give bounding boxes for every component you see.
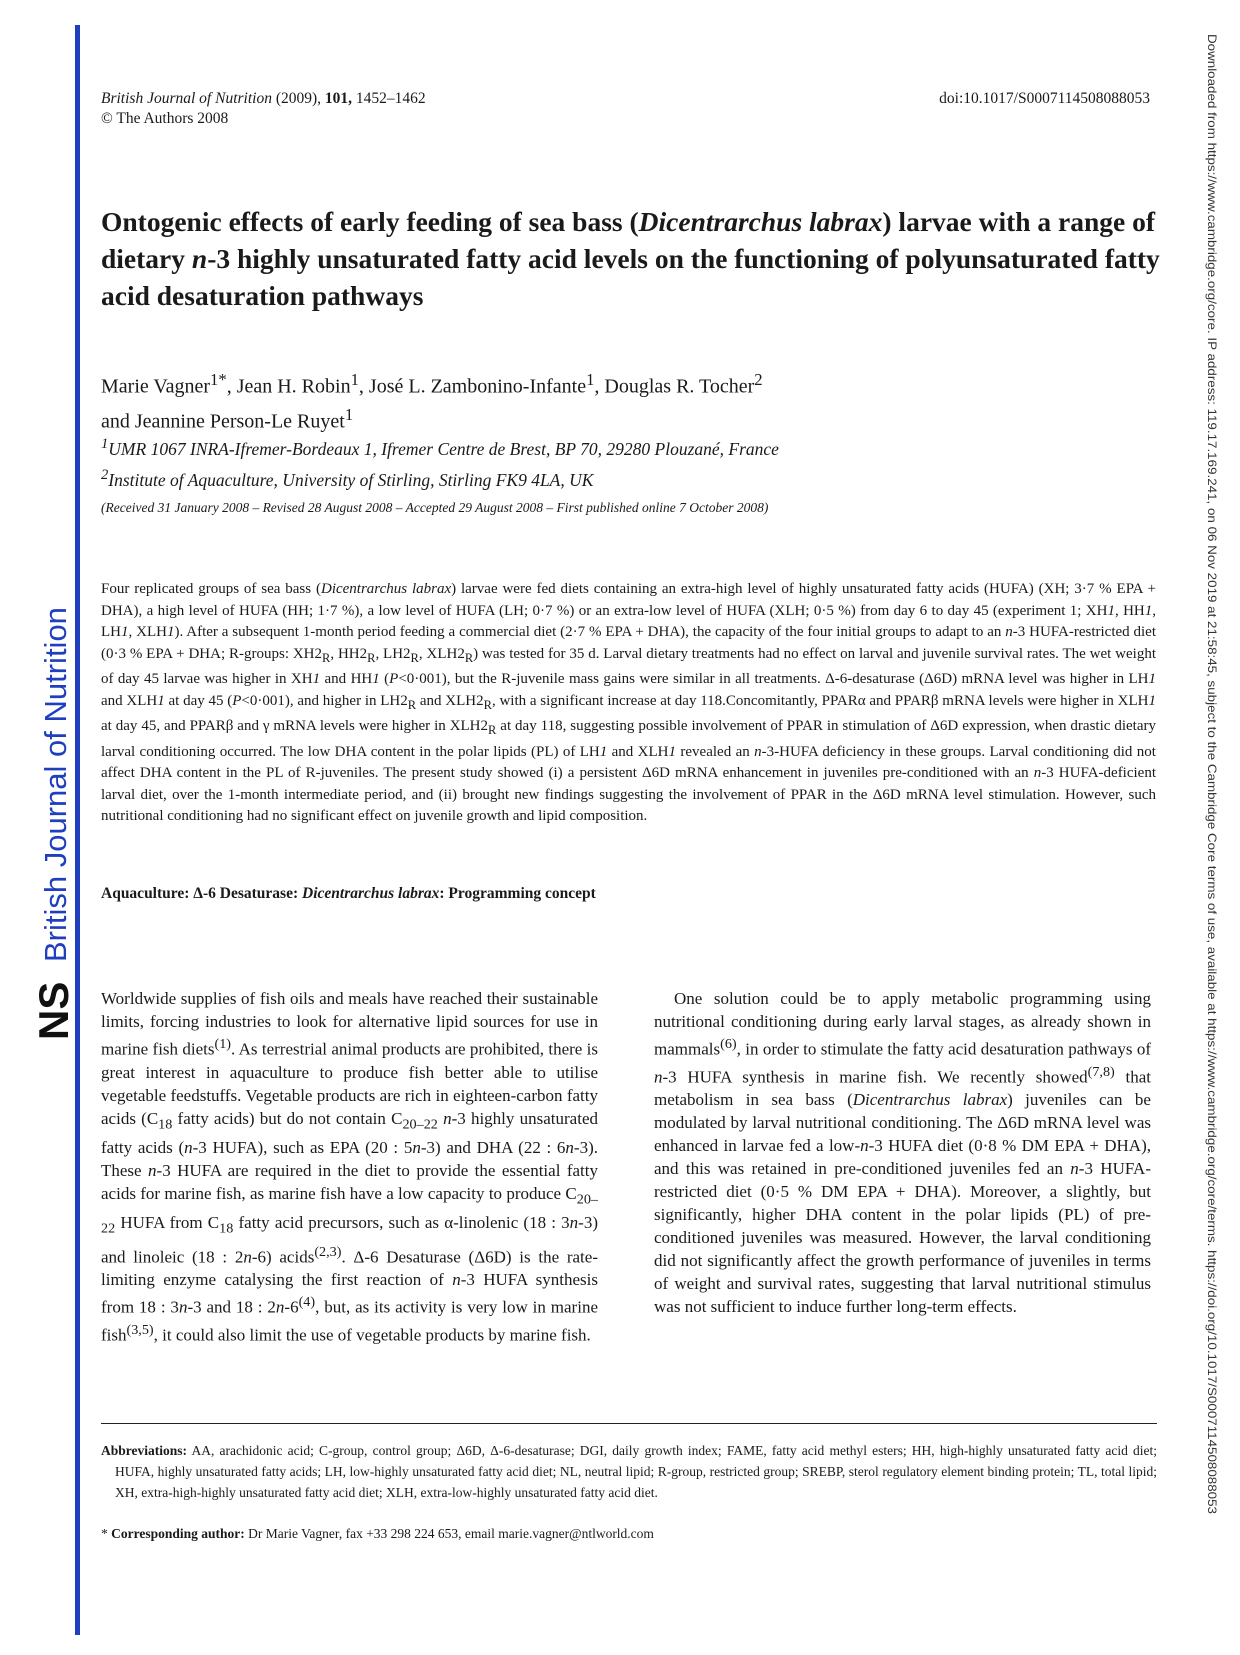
footnote-divider — [101, 1423, 1157, 1424]
affiliation — [101, 462, 1001, 493]
author-affil-sup: 1 — [344, 404, 354, 424]
author-affil-sup: 2 — [754, 370, 763, 389]
abbreviations-label: Abbreviations: — [101, 1443, 188, 1458]
title-n: n — [191, 243, 208, 274]
download-notice-text: Downloaded from https://www.cambridge.org/core. IP address: 119.17.169.241, on 06 Nov 2019 at 21:58:45, subject to the Cambridge Core terms of use, available at https://www.cambridge.org/core/terms. https://doi.org/10.1017/S0007114508088053 — [1205, 34, 1218, 1317]
author-affil-sup: 1* — [210, 370, 227, 389]
corresponding-author: * Corresponding author: Dr Marie Vagner, fax +33 298 224 653, email marie.vagner@ntlworld.com — [101, 1526, 654, 1541]
citation-year: (2009), — [275, 90, 322, 107]
title-species: Dicentrarchus labrax — [638, 206, 883, 237]
keyword-text: Aquaculture: Δ-6 Desaturase: — [101, 885, 303, 902]
author-name: Jeannine Person-Le Ruyet — [134, 410, 345, 433]
citation-pages: 1452–1462 — [355, 90, 426, 107]
doi-link[interactable]: doi:10.1017/S0007114508088053 — [939, 90, 1150, 107]
keyword-species: Dicentrarchus labrax — [302, 885, 440, 902]
journal-name: British Journal of Nutrition — [101, 90, 272, 107]
body-column-left: Worldwide supplies of fish oils and meals have reached their sustainable limits, forcing industries to look for alternative lipid sources for use in marine fish diets$^{(1)}$. As terrestrial animal products are prohibited, there is great interest in aquaculture to produce fish better able to utilise vegetable feedstuffs. Vegetable products are rich in eighteen-carbon fatty acids ($C_{18}$ fatty acids) but do not contain $C_{20-22}$ n-3 highly unsaturated fatty acids (n-3 HUFA), such as EPA (20 : 5n-3) and DHA (22 : 6n-3). These n-3 HUFA are required in the diet to provide the essential fatty acids for marine fish, as marine fish have a low capacity to produce $C_{20-22}$ HUFA from $C_{18}$ fatty acid precursors, such as α-linolenic (18 : 3n-3) and linoleic (18 : 2n-6) acids$^{(2,3)}$. Δ-6 Desaturase (Δ6D) is the rate-limiting enzyme catalysing the first reaction of n-3 HUFA synthesis from 18 : 3n-3 and 18 : 2n-6$^{(4)}$, but, as its activity is very low in marine fish$^{(3,5)}$, it could also limit the use of vegetable products by marine fish. — [101, 989, 599, 1345]
affiliation-sup: 1 — [101, 436, 109, 452]
download-notice — [1200, 30, 1228, 1530]
download-notice-graphic — [1200, 30, 1228, 1530]
article-title — [101, 203, 1161, 314]
affiliation-text: Institute of Aquaculture, University of Stirling, Stirling FK9 4LA, UK — [108, 469, 594, 490]
title-part: -3 highly unsaturated fatty acid levels on the functioning of polyunsaturated fatty acid desaturation pathways — [101, 243, 1160, 311]
affiliations — [101, 431, 1001, 493]
author-list: Marie Vagner$^{1*}$, Jean H. Robin$^1$, José L. Zambonino-Infante$^1$, Douglas R. Tocher$^2$ and Jeannine Person-Le Ruyet$^1$ — [101, 370, 763, 433]
keyword-text: : Programming concept — [439, 885, 596, 902]
author-name: José L. Zambonino-Infante — [368, 375, 587, 398]
copyright-notice: © The Authors 2008 — [101, 110, 229, 127]
author-name: Jean H. Robin — [236, 375, 351, 398]
author-name: Marie Vagner — [101, 375, 211, 398]
brand-mark: NS — [30, 981, 77, 1040]
journal-brand-graphic — [10, 600, 90, 1050]
affiliation-sup: 2 — [101, 466, 109, 483]
affiliation-text: UMR 1067 INRA-Ifremer-Bordeaux 1, Ifremer Centre de Brest, BP 70, 29280 Plouzané, France — [108, 438, 779, 459]
corresponding-text: Dr Marie Vagner, fax +33 298 224 653, email marie.vagner@ntlworld.com — [248, 1526, 654, 1541]
title-part: Ontogenic effects of early feeding of sea bass ( — [101, 206, 639, 237]
body-column-right: One solution could be to apply metabolic programming using nutritional conditioning during early larval stages, as already shown in mammals$^{(6)}$, in order to stimulate the fatty acid desaturation pathways of n-3 HUFA synthesis in marine fish. We recently showed$^{(7,8)}$ that metabolism in sea bass (Dicentrarchus labrax) juveniles can be modulated by larval nutritional conditioning. The Δ6D mRNA level was enhanced in larvae fed a low-n-3 HUFA diet (0·8 % DM EPA + DHA), and this was retained in pre-conditioned juveniles fed an n-3 HUFA-restricted diet (0·5 % DM EPA + DHA). Moreover, a slightly, but significantly, higher DHA content in the polar lipids (PL) of pre-conditioned juveniles was measured. However, the larval conditioning did not significantly affect the growth performance of juveniles in terms of weight and survival rates, suggesting that larval nutritional stimulus was not sufficient to induce further long-term effects. — [654, 989, 1151, 1317]
abbreviations-text: AA, arachidonic acid; C-group, control group; Δ6D, Δ-6-desaturase; DGI, daily growth index; FAME, fatty acid methyl esters; HH, high-highly unsaturated fatty acid diet; HUFA, highly unsaturated fatty acids; LH, low-highly unsaturated fatty acid diet; NL, neutral lipid; R-group, restricted group; SREBP, sterol regulatory element binding protein; TL, total lipid; XH, extra-high-highly unsaturated fatty acid diet; XLH, extra-low-highly unsaturated fatty acid diet. — [115, 1443, 1157, 1500]
title-part: ) larvae with a range of dietary — [101, 206, 1156, 274]
journal-name-vertical: British Journal of Nutrition — [38, 607, 73, 962]
affiliation — [101, 431, 1001, 462]
corresponding-label: Corresponding author: — [111, 1526, 245, 1541]
keywords — [101, 885, 596, 903]
abbreviations-footnote — [101, 1440, 1157, 1503]
author-name: Douglas R. Tocher — [604, 375, 755, 398]
journal-brand-vertical — [10, 600, 90, 1050]
citation-line — [101, 90, 426, 108]
author-affil-sup: 1 — [586, 370, 595, 389]
citation-volume: 101, — [324, 90, 353, 107]
abstract: Four replicated groups of sea bass (Dicentrarchus labrax) larvae were fed diets containing an extra-high level of highly unsaturated fatty acids (HUFA) (XH; 3·7 % EPA + DHA), a high level of HUFA (HH; 1·7 %), a low level of HUFA (LH; 0·7 %) or an extra-low level of HUFA (XLH; 0·5 %) from day 6 to day 45 (experiment 1; XH1, HH1, LH1, XLH1). After a subsequent 1-month period feeding a commercial diet (2·7 % EPA + DHA), the capacity of the four initial groups to adapt to an n-3 HUFA-restricted diet (0·3 % EPA + DHA; R-groups: $XH2_R$, $HH2_R$, $LH2_R$, $XLH2_R$) was tested for 35 d. Larval dietary treatments had no effect on larval and juvenile survival rates. The wet weight of day 45 larvae was higher in XH1 and HH1 (P<0·001), but the R-juvenile mass gains were similar in all treatments. Δ-6-desaturase (Δ6D) mRNA level was higher in LH1 and XLH1 at day 45 (P<0·001), and higher in $LH2_R$ and $XLH2_R$, with a significant increase at day 118.Concomitantly, PPARα and PPARβ mRNA levels were higher in XLH1 at day 45, and PPARβ and γ mRNA levels were higher in $XLH2_R$ at day 118, suggesting possible involvement of PPAR in stimulation of Δ6D expression, when drastic dietary larval conditioning occurred. The low DHA content in the polar lipids (PL) of LH1 and XLH1 revealed an n-3-HUFA deficiency in these groups. Larval conditioning did not affect DHA content in the PL of R-juveniles. The present study showed (i) a persistent Δ6D mRNA enhancement in juveniles pre-conditioned with an n-3 HUFA-deficient larval diet, over the 1-month intermediate period, and (ii) brought new findings suggesting the involvement of PPAR in the Δ6D mRNA level stimulation. However, such nutritional conditioning had no significant effect on juvenile growth and lipid composition. — [101, 581, 1157, 824]
author-affil-sup: 1 — [350, 370, 359, 389]
received-dates: (Received 31 January 2008 – Revised 28 August 2008 – Accepted 29 August 2008 – First published online 7 October 2008) — [101, 500, 769, 515]
